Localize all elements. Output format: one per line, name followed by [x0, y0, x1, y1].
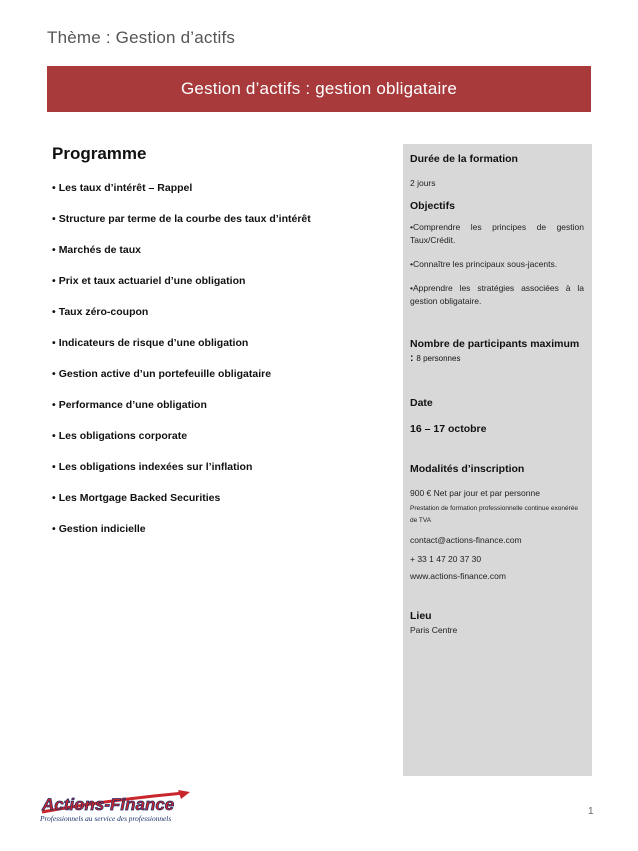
bullet: •	[52, 182, 56, 194]
programme-item: • Indicateurs de risque d’une obligation	[52, 337, 249, 349]
bullet: •	[52, 523, 56, 535]
programme-item: • Taux zéro-coupon	[52, 306, 149, 318]
programme-item: • Gestion indicielle	[52, 523, 146, 535]
programme-item: • Marchés de taux	[52, 244, 141, 256]
svg-text:Actions-Finance: Actions-Finance	[42, 795, 175, 814]
programme-item: • Les obligations indexées sur l’inflation	[52, 461, 253, 473]
contact-website: www.actions-finance.com	[410, 571, 506, 581]
bullet: •	[52, 213, 56, 225]
bullet: •	[52, 399, 56, 411]
programme-section	[52, 144, 382, 553]
logo-graphic	[38, 790, 192, 826]
duree-value: 2 jours	[410, 178, 436, 188]
price-text: 900 € Net par jour et par personne	[410, 488, 540, 498]
programme-item: • Structure par terme de la courbe des taux d’intérêt	[52, 213, 311, 225]
objectif-item: •Comprendre les principes de gestion Taux/Crédit.	[410, 222, 584, 245]
modalites-title: Modalités d’inscription	[410, 463, 525, 475]
bullet: •	[52, 492, 56, 504]
objectif-item: •Apprendre les stratégies associées à la gestion obligataire.	[410, 283, 584, 306]
bullet: •	[52, 244, 56, 256]
programme-item: • Prix et taux actuariel d’une obligation	[52, 275, 246, 287]
programme-title: Programme	[52, 144, 147, 163]
programme-item: • Les taux d’intérêt – Rappel	[52, 182, 193, 194]
info-sidebar	[403, 144, 592, 776]
actions-finance-logo	[38, 790, 192, 826]
bullet: •	[52, 306, 56, 318]
participants-value: 8 personnes	[416, 354, 461, 363]
bullet: •	[52, 275, 56, 287]
bullet: •	[52, 430, 56, 442]
lieu-title: Lieu	[410, 610, 432, 622]
participants-block	[410, 337, 584, 366]
programme-item: • Les Mortgage Backed Securities	[52, 492, 221, 504]
svg-text:Professionnels au service des: Professionnels au service des professionnels	[40, 814, 172, 823]
objectif-item: •Connaître les principaux sous-jacents.	[410, 259, 558, 269]
participants-title: Nombre de participants maximum :	[410, 338, 580, 364]
banner-title: Gestion d’actifs : gestion obligataire	[181, 79, 457, 98]
bullet: •	[52, 368, 56, 380]
contact-phone: + 33 1 47 20 37 30	[410, 554, 482, 564]
duree-title: Durée de la formation	[410, 153, 518, 165]
date-value: 16 – 17 octobre	[410, 423, 487, 435]
title-banner	[47, 66, 591, 112]
page-number: 1	[588, 806, 594, 817]
bullet: •	[52, 461, 56, 473]
bullet: •	[52, 337, 56, 349]
prestation-text: Prestation de formation professionnelle continue exonérée de TVA	[410, 505, 579, 524]
programme-item: • Performance d’une obligation	[52, 399, 207, 411]
date-title: Date	[410, 397, 433, 409]
programme-item: • Les obligations corporate	[52, 430, 188, 442]
programme-list	[52, 181, 382, 553]
programme-item: • Gestion active d’un portefeuille obligataire	[52, 368, 272, 380]
theme-heading: Thème : Gestion d’actifs	[47, 28, 236, 47]
objectifs-title: Objectifs	[410, 200, 455, 212]
contact-email: contact@actions-finance.com	[410, 535, 522, 545]
lieu-value: Paris Centre	[410, 625, 458, 635]
